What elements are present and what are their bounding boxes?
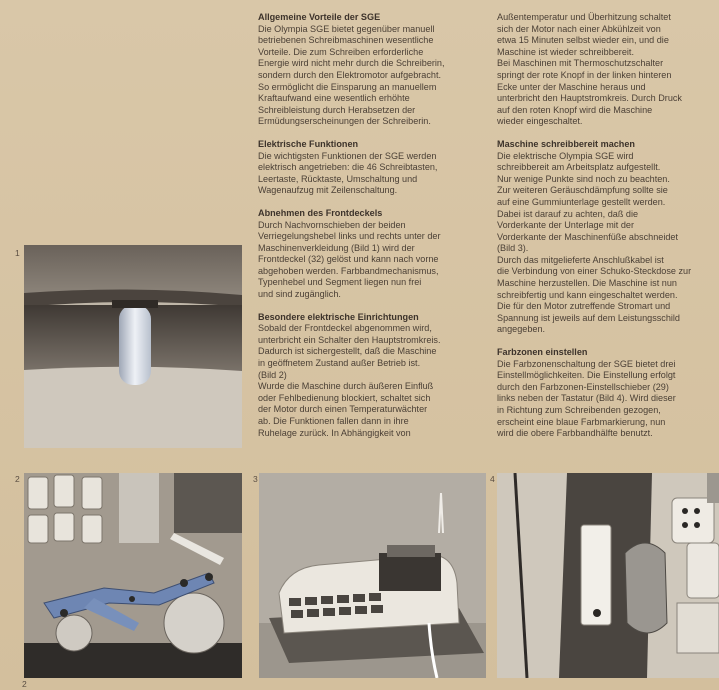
section-body: Durch Nachvornschieben der beiden Verriegelungshebel links und rechts unter der Maschinenverkleidung (Bild 1) wird der Frontdeckel (32) gelöst und kann nach vorne abgehoben werden. Farbbandmechanismus, Typenhebel und Segment liegen nun frei und sind zugänglich. (258, 219, 441, 300)
text-column-left (258, 12, 484, 450)
page-number: 2 (22, 679, 27, 689)
section-allgemeine-vorteile (258, 12, 484, 128)
section-body: Außentemperatur und Überhitzung schaltet sich der Motor nach einer Abkühlzeit von etwa 15 Minuten selbst wieder ein, und die Maschine ist wieder schreibbereit. Bei Maschinen mit Thermoschutzschalter springt der rote Knopf in der linken hinteren Ecke unter der Maschine heraus und unterbricht den Hauptstromkreis. Durch Druck auf den roten Knopf wird die Maschine wieder eingeschaltet. (497, 12, 682, 127)
section-besondere-einrichtungen (258, 312, 484, 440)
section-farbzonen (497, 347, 719, 440)
section-heading: Maschine schreibbereit machen (497, 138, 635, 149)
figure-number-3: 3 (253, 474, 258, 484)
photo-typewriter-on-mat (259, 473, 486, 678)
photo-color-zone-slider (497, 473, 719, 678)
section-heading: Farbzonen einstellen (497, 347, 588, 358)
photo-front-cover-lever (24, 245, 242, 448)
figure-number-1: 1 (15, 248, 20, 258)
text-column-right (497, 12, 719, 451)
section-heading: Abnehmen des Frontdeckels (258, 207, 383, 218)
figure-number-2: 2 (15, 474, 20, 484)
section-body: Sobald der Frontdeckel abgenommen wird, unterbricht ein Schalter den Hauptstromkreis. Dadurch ist sichergestellt, daß die Maschine in geöffnetem Zustand außer Betrieb ist. (Bild 2) Wurde die Maschine durch äußeren Einfluß oder Fehlbedienung blockiert, schaltet sich der Motor durch einen Temperaturwächter ab. Die Funktionen fallen dann in ihre Ruhelage zurück. In Abhängigkeit von (258, 323, 441, 438)
section-frontdeckel (258, 208, 484, 301)
section-body: Die Olympia SGE bietet gegenüber manuell betriebenen Schreibmaschinen wesentliche Vorteile. Die zum Schreiben erforderliche Energie wird nicht mehr durch die Schreiberin, sondern durch den Elektromotor aufgebracht. So ermöglicht die Einsparung an manuellem Kraftaufwand eine wesentlich erhöhte Schreibleistung durch Herabsetzen der Ermüdungserscheinungen der Schreiberin. (258, 23, 445, 127)
section-body: Die elektrische Olympia SGE wird schreibbereit am Arbeitsplatz aufgestellt. Nur wenige Punkte sind noch zu beachten. Zur weiteren Geräuschdämpfung sollte sie auf eine Gummiunterlage gestellt werden. Dabei ist darauf zu achten, daß die Vorderkante der Unterlage mit der Vorderkante der Maschinenfüße abschneidet (Bild 3). Durch das mitgelieferte Anschlußkabel ist die Verbindung von einer Schuko-Steckdose zur Maschine herzustellen. Die Maschine ist nun schreibfertig und kann eingeschaltet werden. Die für den Motor zutreffende Stromart und Spannung ist jeweils auf dem Leistungsschild angegeben. (497, 150, 692, 335)
section-body: Die Farbzonenschaltung der SGE bietet drei Einstellmöglichkeiten. Die Einstellung erfolgt durch den Farbzonen-Einstellschieber (29) links neben der Tastatur (Bild 4). Wird dieser in Richtung zum Schreibenden gezogen, erscheint eine blaue Farbmarkierung, nun wird die obere Farbbandhälfte benutzt. (497, 358, 676, 439)
figure-number-4: 4 (490, 474, 495, 484)
photo-switch-mechanism (24, 473, 242, 678)
section-heading: Elektrische Funktionen (258, 138, 359, 149)
section-heading: Allgemeine Vorteile der SGE (258, 12, 381, 22)
section-heading: Besondere elektrische Einrichtungen (258, 311, 419, 322)
section-schreibbereit (497, 139, 719, 336)
section-continuation (497, 12, 719, 128)
section-elektrische-funktionen (258, 139, 484, 197)
section-body: Die wichtigsten Funktionen der SGE werden elektrisch angetrieben: die 46 Schreibtasten, Leertaste, Rücktaste, Umschaltung und Wagenaufzug mit Zeilenschaltung. (258, 150, 438, 196)
